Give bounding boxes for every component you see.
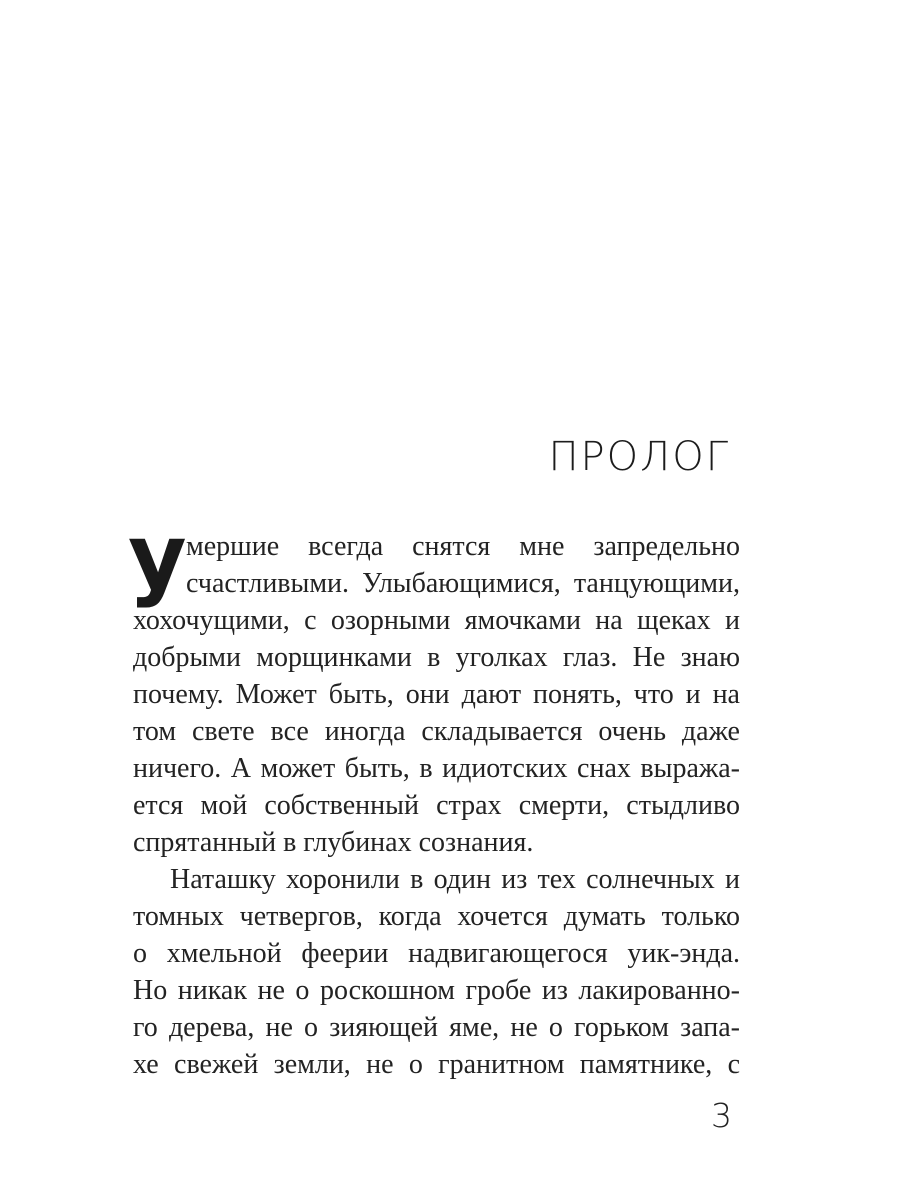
text-line: Наташку хоронили в один из тех солнечных и [170, 864, 740, 895]
text-line: томных четвергов, когда хочется думать только [133, 901, 740, 932]
text-line: добрыми морщинками в уголках глаз. Не знаю [133, 642, 740, 673]
text-line: хе свежей земли, не о гранитном памятнике, с [133, 1049, 740, 1080]
text-line: ничего. А может быть, в идиотских снах выража- [133, 753, 740, 784]
text-line: Но никак не о роскошном гробе из лакированно- [133, 975, 740, 1006]
text-line: о хмельной феерии надвигающегося уик-энда. [133, 938, 740, 969]
text-line: мершие всегда снятся мне запредельно [186, 531, 740, 562]
text-line: хохочущими, с озорными ямочками на щеках и [133, 605, 740, 636]
text-line: почему. Может быть, они дают понять, что и на [133, 679, 740, 710]
text-line: го дерева, не о зияющей яме, не о горьком запа- [133, 1012, 740, 1043]
page-number: 3 [711, 1096, 732, 1135]
text-line: том свете все иногда складывается очень даже [133, 716, 740, 747]
body-text [128, 505, 740, 1083]
chapter-title: ПРОЛОГ [548, 434, 730, 480]
text-line: спрятанный в глубинах сознания. [133, 827, 534, 858]
text-line: ется мой собственный страх смерти, стыдливо [133, 790, 740, 821]
drop-cap-letter: у [128, 505, 187, 610]
text-line: счастливыми. Улыбающимися, танцующими, [186, 568, 740, 599]
